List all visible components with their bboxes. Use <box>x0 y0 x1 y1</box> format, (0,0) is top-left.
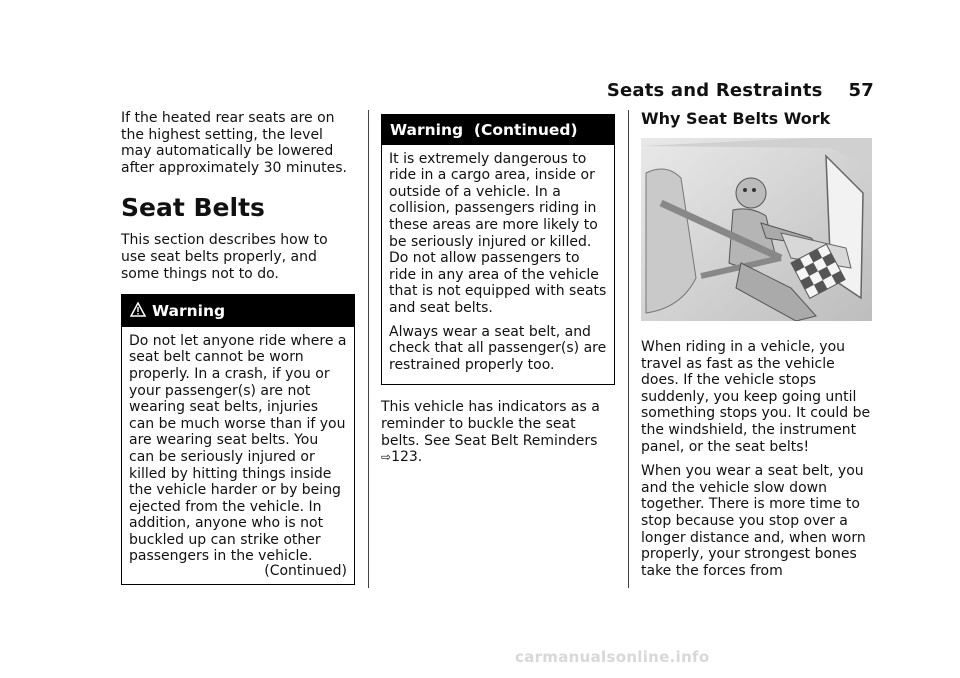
warning-header <box>122 295 354 327</box>
warning-box <box>121 294 355 585</box>
column-divider-2 <box>628 110 629 588</box>
subsection-title: Why Seat Belts Work <box>641 109 831 128</box>
warning-triangle-icon <box>130 302 146 321</box>
riding-paragraph: When riding in a vehicle, you travel as fast as the vehicle does. If the vehicle stops suddenly, you keep going until something stops you. It could be the windshield, the instrument panel, or the seat belts! <box>641 339 871 455</box>
column-3 <box>641 110 875 587</box>
warning-continued-header <box>382 115 614 145</box>
header-section-title: Seats and Restraints <box>606 80 823 101</box>
page-ref-link[interactable]: 123. <box>391 449 423 466</box>
watermark: carmanualsonline.info <box>515 648 710 666</box>
seat-belt-paragraph: When you wear a seat belt, you and the vehicle slow down together. There is more time to stop because you stop over a longer distance and, when worn properly, your strongest bones take the forces from <box>641 463 866 579</box>
reminder-text: This vehicle has indicators as a reminder to buckle the seat belts. See Seat Belt Reminders <box>381 399 600 449</box>
continued-label: (Continued) <box>264 563 347 580</box>
heated-seats-paragraph: If the heated rear seats are on the highest setting, the level may automatically be lowered after approximately 30 minutes. <box>121 110 348 176</box>
warning-box-continued <box>381 114 615 385</box>
column-divider-1 <box>368 110 369 588</box>
page-number: 57 <box>848 80 874 101</box>
reminder-paragraph <box>381 399 615 465</box>
page-ref-arrow-icon: ⇨ <box>381 450 392 465</box>
column-1 <box>121 110 355 585</box>
restraint-warning-text: Always wear a seat belt, and check that all passenger(s) are restrained properly too. <box>389 323 607 373</box>
warning-continued-body <box>382 145 614 385</box>
warning-title: Warning <box>152 302 226 321</box>
cargo-warning-text: It is extremely dangerous to ride in a cargo area, inside or outside of a vehicle. In a collision, passengers riding in these areas are more likely to be seriously injured or killed. Do not allow passengers to ride in any area of the vehicle that is not equipped with seats and seat belts. <box>389 150 607 316</box>
crash-test-dummy-illustration <box>641 138 872 321</box>
warning-continued-title: Warning (Continued) <box>390 121 578 139</box>
column-2 <box>381 110 615 474</box>
section-intro-paragraph: This section describes how to use seat belts properly, and some things not to do. <box>121 232 328 282</box>
page-header <box>607 80 874 101</box>
warning-body <box>122 327 354 584</box>
section-title: Seat Belts <box>121 193 265 223</box>
warning-text: Do not let anyone ride where a seat belt cannot be worn properly. In a crash, if you or your passenger(s) are not wearing seat belts, injuries can be much worse than if you are wearing seat belts. You can be seriously injured or killed by hitting things inside the vehicle harder or by being ejected from the vehicle. In addition, anyone who is not buckled up can strike other passengers in the vehicle. <box>129 332 347 565</box>
